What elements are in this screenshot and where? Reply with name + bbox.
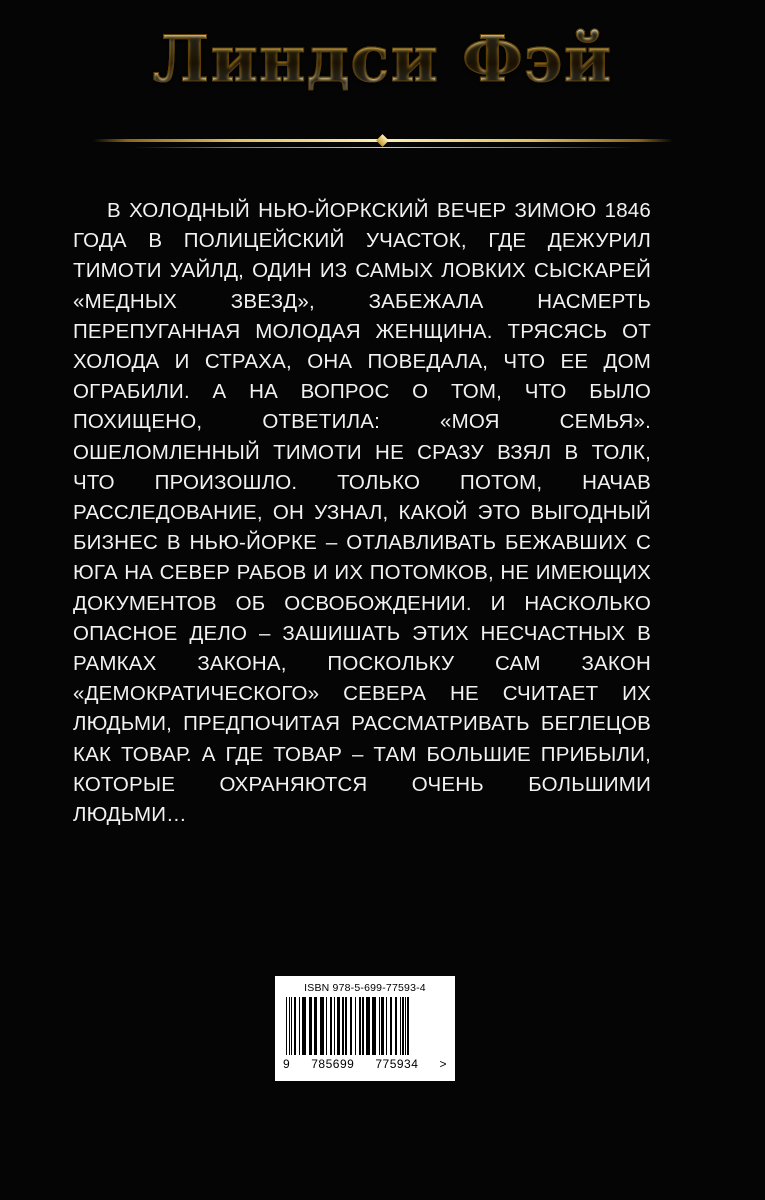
barcode-bars (286, 997, 444, 1055)
divider-line-thin (133, 147, 633, 148)
barcode-block (275, 976, 455, 1081)
barcode-digit-middle: 785699 (311, 1057, 355, 1071)
barcode-digit-right: 775934 (375, 1057, 419, 1071)
author-title-block (0, 22, 765, 97)
gold-divider-rule (93, 133, 673, 157)
barcode-digit-left: 9 (283, 1057, 291, 1071)
gold-divider (0, 133, 765, 157)
isbn-label: ISBN 978-5-699-77593-4 (304, 982, 426, 994)
back-cover-blurb (73, 196, 651, 830)
barcode-digits (283, 1057, 447, 1071)
blurb-paragraph: В ХОЛОДНЫЙ НЬЮ-ЙОРКСКИЙ ВЕЧЕР ЗИМОЮ 1846 ГОДА В ПОЛИЦЕЙСКИЙ УЧАСТОК, ГДЕ ДЕЖУРИЛ ТИМОТИ УАЙЛД, ОДИН ИЗ САМЫХ ЛОВКИХ СЫСКАРЕЙ «МЕДНЫХ ЗВЕЗД», ЗАБЕЖАЛА НАСМЕРТЬ ПЕРЕПУГАННАЯ МОЛОДАЯ ЖЕНЩИНА. ТРЯСЯСЬ ОТ ХОЛОДА И СТРАХА, ОНА ПОВЕДАЛА, ЧТО ЕЕ ДОМ ОГРАБИЛИ. А НА ВОПРОС О ТОМ, ЧТО БЫЛО ПОХИЩЕНО, ОТВЕТИЛА: «МОЯ СЕМЬЯ». ОШЕЛОМЛЕННЫЙ ТИМОТИ НЕ СРАЗУ ВЗЯЛ В ТОЛК, ЧТО ПРОИЗОШЛО. ТОЛЬКО ПОТОМ, НАЧАВ РАССЛЕДОВАНИЕ, ОН УЗНАЛ, КАКОЙ ЭТО ВЫГОДНЫЙ БИЗНЕС В НЬЮ-ЙОРКЕ – ОТЛАВЛИВАТЬ БЕЖАВШИХ С ЮГА НА СЕВЕР РАБОВ И ИХ ПОТОМКОВ, НЕ ИМЕЮЩИХ ДОКУМЕНТОВ ОБ ОСВОБОЖДЕНИИ. И НАСКОЛЬКО ОПАСНОЕ ДЕЛО – ЗАШИШАТЬ ЭТИХ НЕСЧАСТНЫХ В РАМКАХ ЗАКОНА, ПОСКОЛЬКУ САМ ЗАКОН «ДЕМОКРАТИЧЕСКОГО» СЕВЕРА НЕ СЧИТАЕТ ИХ ЛЮДЬМИ, ПРЕДПОЧИТАЯ РАССМАТРИВАТЬ БЕГЛЕЦОВ КАК ТОВАР. А ГДЕ ТОВАР – ТАМ БОЛЬШИЕ ПРИБЫЛИ, КОТОРЫЕ ОХРАНЯЮТСЯ ОЧЕНЬ БОЛЬШИМИ ЛЮДЬМИ… (73, 199, 651, 827)
author-name: Линдси Фэй (143, 26, 622, 93)
barcode-digit-end: > (439, 1057, 447, 1071)
divider-diamond-ornament (376, 134, 389, 147)
